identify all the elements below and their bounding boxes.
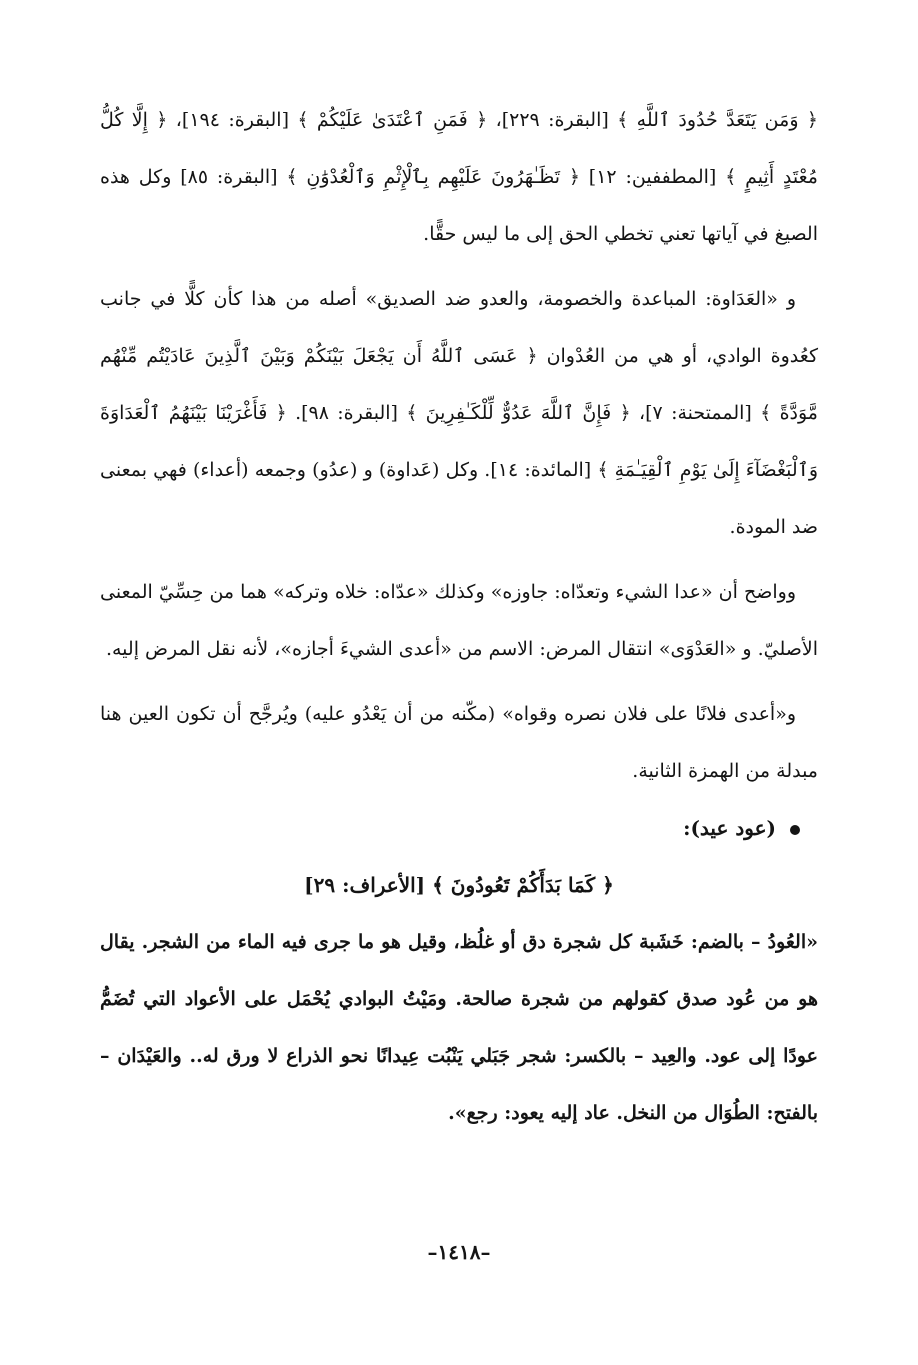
paragraph-gap <box>100 678 818 686</box>
paragraph-gap <box>100 556 818 564</box>
page-text <box>100 92 818 1142</box>
paragraph-support: و«أعدى فلانًا على فلان نصره وقواه» (مكّنه من أن يَعْدُو عليه) ويُرجَّح أن تكون العين هنا مبدلة من الهمزة الثانية. <box>100 703 818 782</box>
paragraph-infection: وواضح أن «عدا الشيء وتعدّاه: جاوزه» وكذلك «عدّاه: خلاه وتركه» هما من حِسِّيّ المعنى الأصليّ. و «العَدْوَى» انتقال المرض: الاسم من «أعدى الشيءَ أجازه»، لأنه نقل المرض إليه. <box>100 581 818 660</box>
section-heading-text: (عود عيد): <box>683 816 776 840</box>
bullet-icon <box>790 825 800 835</box>
paragraph-gap <box>100 263 818 271</box>
page-number: –١٤١٨– <box>427 1240 491 1264</box>
paragraph-quranic-usages: ﴿ وَمَن يَتَعَدَّ حُدُودَ ٱللَّهِ ﴾ [البقرة: ٢٢٩]، ﴿ فَمَنِ ٱعْتَدَىٰ عَلَيْكُمْ ﴾ [البقرة: ١٩٤]، ﴿ إِلَّا كُلُّ مُعْتَدٍ أَثِيمٍ ﴾ [المطففين: ١٢] ﴿ تَظَـٰهَرُونَ عَلَيْهِم بِٱلْإِثْمِ وَٱلْعُدْوَٰنِ ﴾ [البقرة: ٨٥] وكل هذه الصيغ في آياتها تعني تخطي الحق إلى ما ليس حقًّا. <box>100 109 819 245</box>
section-verse: ﴿ كَمَا بَدَأَكُمْ تَعُودُونَ ﴾ [الأعراف: ٢٩] <box>304 873 614 897</box>
section-heading <box>100 800 818 857</box>
paragraph-enmity: و «العَدَاوة: المباعدة والخصومة، والعدو ضد الصديق» أصله من هذا كأن كلًّا في جانب كعُدوة الوادي، أو هي من العُدْوان ﴿ عَسَى ٱللَّهُ أَن يَجْعَلَ بَيْنَكُمْ وَبَيْنَ ٱلَّذِينَ عَادَيْتُم مِّنْهُم مَّوَدَّةً ﴾ [الممتحنة: ٧]، ﴿ فَإِنَّ ٱللَّهَ عَدُوٌّ لِّلْكَـٰفِرِينَ ﴾ [البقرة: ٩٨]. ﴿ فَأَغْرَيْنَا بَيْنَهُمُ ٱلْعَدَاوَةَ وَٱلْبَغْضَآءَ إِلَىٰ يَوْمِ ٱلْقِيَـٰمَةِ ﴾ [المائدة: ١٤]. وكل (عَداوة) و (عدُو) وجمعه (أعداء) فهي بمعنى ضد المودة. <box>100 288 818 538</box>
paragraph-definition: «العُودُ – بالضم: خَشَبة كل شجرة دق أو غلُظ، وقيل هو ما جرى فيه الماء من الشجر. يقال هو من عُود صدق كقولهم من شجرة صالحة. ومَيْتُ البوادي يُحْمَل على الأعواد التي تُضَمُّ عودًا إلى عود. والعِيد – بالكسر: شجر جَبَلي يَنْبُت عِيدانًا نحو الذراع لا ورق له.. والعَيْدَان – بالفتح: الطُوَال من النخل. عاد إليه يعود: رجع». <box>100 931 818 1124</box>
